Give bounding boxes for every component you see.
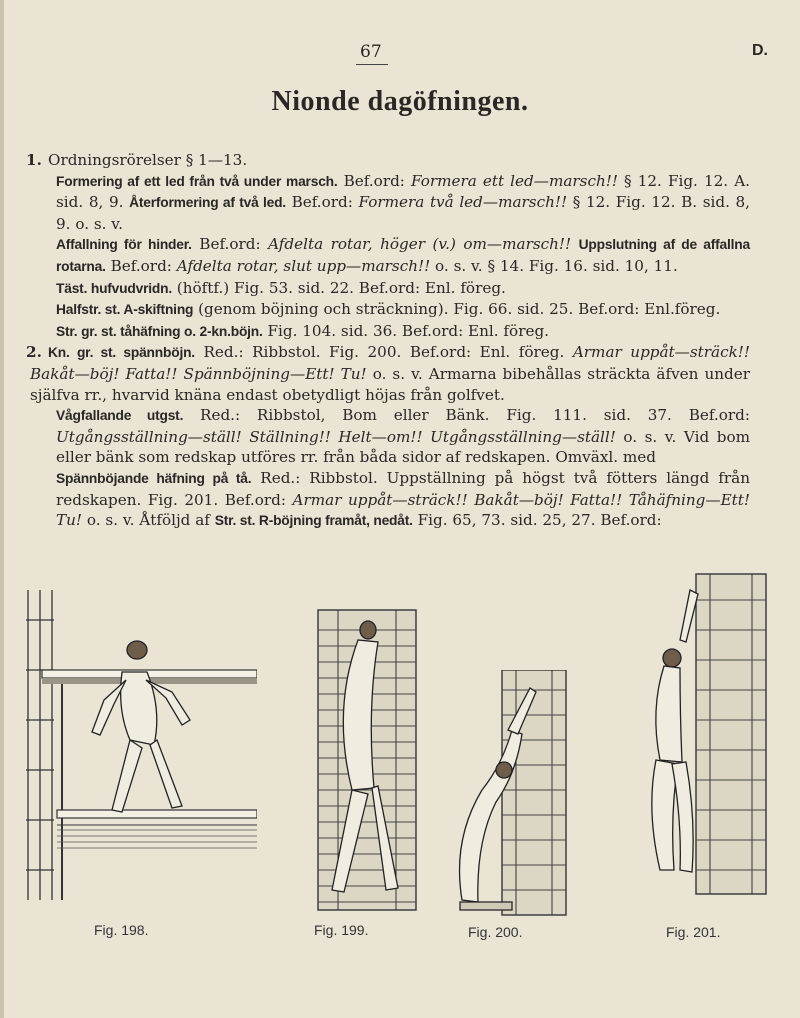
body-text-span: Ordningsrörelser § 1—13. bbox=[48, 151, 248, 169]
paragraph-1-line-5 bbox=[30, 299, 750, 321]
paragraph-1-line-6 bbox=[30, 321, 750, 343]
standing-arch-figure-icon bbox=[620, 570, 782, 910]
paragraph-number: 1. bbox=[26, 151, 42, 169]
body-text-span: Fig. 65, 73. sid. 25, 27. Bef.ord: bbox=[412, 511, 662, 530]
body-text-span: Bef.ord: bbox=[285, 193, 359, 212]
exercise-term: Formering af ett led från två under marsch. bbox=[56, 173, 338, 189]
exercise-term: Str. st. R-böjning framåt, nedåt. bbox=[214, 513, 413, 529]
body-text-span: (genom böjning och sträckning). Fig. 66. sid. 25. Bef.ord: Enl.föreg. bbox=[193, 300, 721, 319]
paragraph-2-line-3 bbox=[30, 468, 750, 532]
command-text: Formera ett led—marsch!! bbox=[411, 171, 618, 190]
wall-bars-figure-icon bbox=[312, 590, 422, 920]
paragraph-1-line-2 bbox=[30, 171, 750, 235]
command-text: Armar uppåt—sträck!! Bakåt—böj! Fatta!! Spännböjning—Ett! Tu! bbox=[30, 343, 750, 383]
kneeling-arch-figure-icon bbox=[432, 670, 582, 920]
exercise-term: Uppslutning af de affallna rotarna. bbox=[56, 237, 751, 274]
figure-201 bbox=[620, 570, 782, 910]
page-number-rule bbox=[356, 64, 388, 65]
figure-198-caption: Fig. 198. bbox=[94, 922, 149, 938]
body-text-span: o. s. v. Armarna bibehållas sträckta äfven under själfva rr., hvarvid knäna endast obetydligt höjas från golfvet. bbox=[30, 364, 750, 404]
body-text-span: o. s. v. Vid bom eller bänk som redskap utföres rr. från båda sidor af redskapen. Omväxl. med bbox=[56, 427, 750, 467]
exercise-term: Spännböjande häfning på tå. bbox=[56, 470, 252, 486]
command-text: Utgångsställning—ställ! Ställning!! Helt—om!! Utgångsställning—ställ! bbox=[56, 427, 616, 446]
command-text: Formera två led—marsch!! bbox=[358, 193, 568, 212]
figure-201-caption: Fig. 201. bbox=[666, 924, 721, 940]
balance-beam-figure-icon bbox=[22, 580, 257, 910]
body-text-span: o. s. v. § 14. Fig. 16. sid. 10, 11. bbox=[430, 256, 678, 275]
body-text-span: (höftf.) Fig. 53. sid. 22. Bef.ord: Enl. föreg. bbox=[171, 278, 506, 297]
figure-199-caption: Fig. 199. bbox=[314, 922, 369, 938]
body-text-span: Fig. 104. sid. 36. Bef.ord: Enl. föreg. bbox=[262, 321, 549, 340]
page-number: 67 bbox=[360, 42, 382, 62]
page-edge bbox=[0, 0, 4, 1018]
figure-200-caption: Fig. 200. bbox=[468, 924, 523, 940]
command-text: Afdelta rotar, höger (v.) om—marsch!! bbox=[268, 235, 572, 254]
body-text-span: Red.: Ribbstol, Bom eller Bänk. Fig. 111. sid. 37. Bef.ord: bbox=[183, 406, 750, 425]
exercise-term: Återformering af två led. bbox=[129, 195, 286, 211]
running-head bbox=[0, 42, 800, 66]
exercise-term: Täst. hufvudvridn. bbox=[56, 280, 172, 296]
signature-mark: D. bbox=[752, 42, 768, 59]
exercise-term: Str. gr. st. tåhäfning o. 2-kn.böjn. bbox=[56, 323, 263, 339]
body-text-span bbox=[571, 235, 578, 253]
figure-199 bbox=[312, 590, 422, 920]
page-title: Nionde dagöfningen. bbox=[271, 86, 529, 117]
command-text: Afdelta rotar, slut upp—marsch!! bbox=[176, 256, 431, 275]
body-text-span: Red.: Ribbstol. Fig. 200. Bef.ord: Enl. föreg. bbox=[194, 343, 573, 362]
body-text bbox=[26, 150, 751, 532]
exercise-term: Vågfallande utgst. bbox=[56, 408, 184, 424]
body-text-span: o. s. v. Åtföljd af bbox=[82, 511, 215, 530]
body-text-span: Bef.ord: bbox=[191, 235, 269, 254]
body-text-span: § 12. Fig. 12. A. sid. 8, 9. bbox=[56, 171, 750, 212]
paragraph-2-line-1 bbox=[26, 342, 750, 405]
paragraph-1-line-3 bbox=[30, 234, 750, 277]
paragraph-1-line-4 bbox=[30, 278, 750, 300]
paragraph-2-line-2 bbox=[30, 405, 750, 468]
figure-200 bbox=[432, 670, 582, 920]
body-text-span: § 12. Fig. 12. B. sid. 8, 9. o. s. v. bbox=[56, 193, 751, 233]
exercise-term: Halfstr. st. A-skiftning bbox=[56, 302, 194, 318]
command-text: Armar uppåt—sträck!! Bakåt—böj! Fatta!! Tåhäfning—Ett! Tu! bbox=[56, 490, 750, 530]
figure-plate bbox=[22, 560, 782, 1000]
body-text-span: Bef.ord: bbox=[105, 256, 177, 275]
figure-198 bbox=[22, 580, 257, 910]
body-text-span: Bef.ord: bbox=[337, 171, 412, 190]
exercise-term: Affallning för hinder. bbox=[56, 237, 192, 253]
paragraph-number: 2. bbox=[26, 343, 42, 362]
exercise-term: Kn. gr. st. spännböjn. bbox=[48, 345, 195, 361]
paragraph-1-line-1 bbox=[26, 150, 750, 171]
body-text-span: Red.: Ribbstol. Uppställning på högst två fötters längd från redskapen. Fig. 201. Bef.ord: bbox=[56, 468, 750, 509]
